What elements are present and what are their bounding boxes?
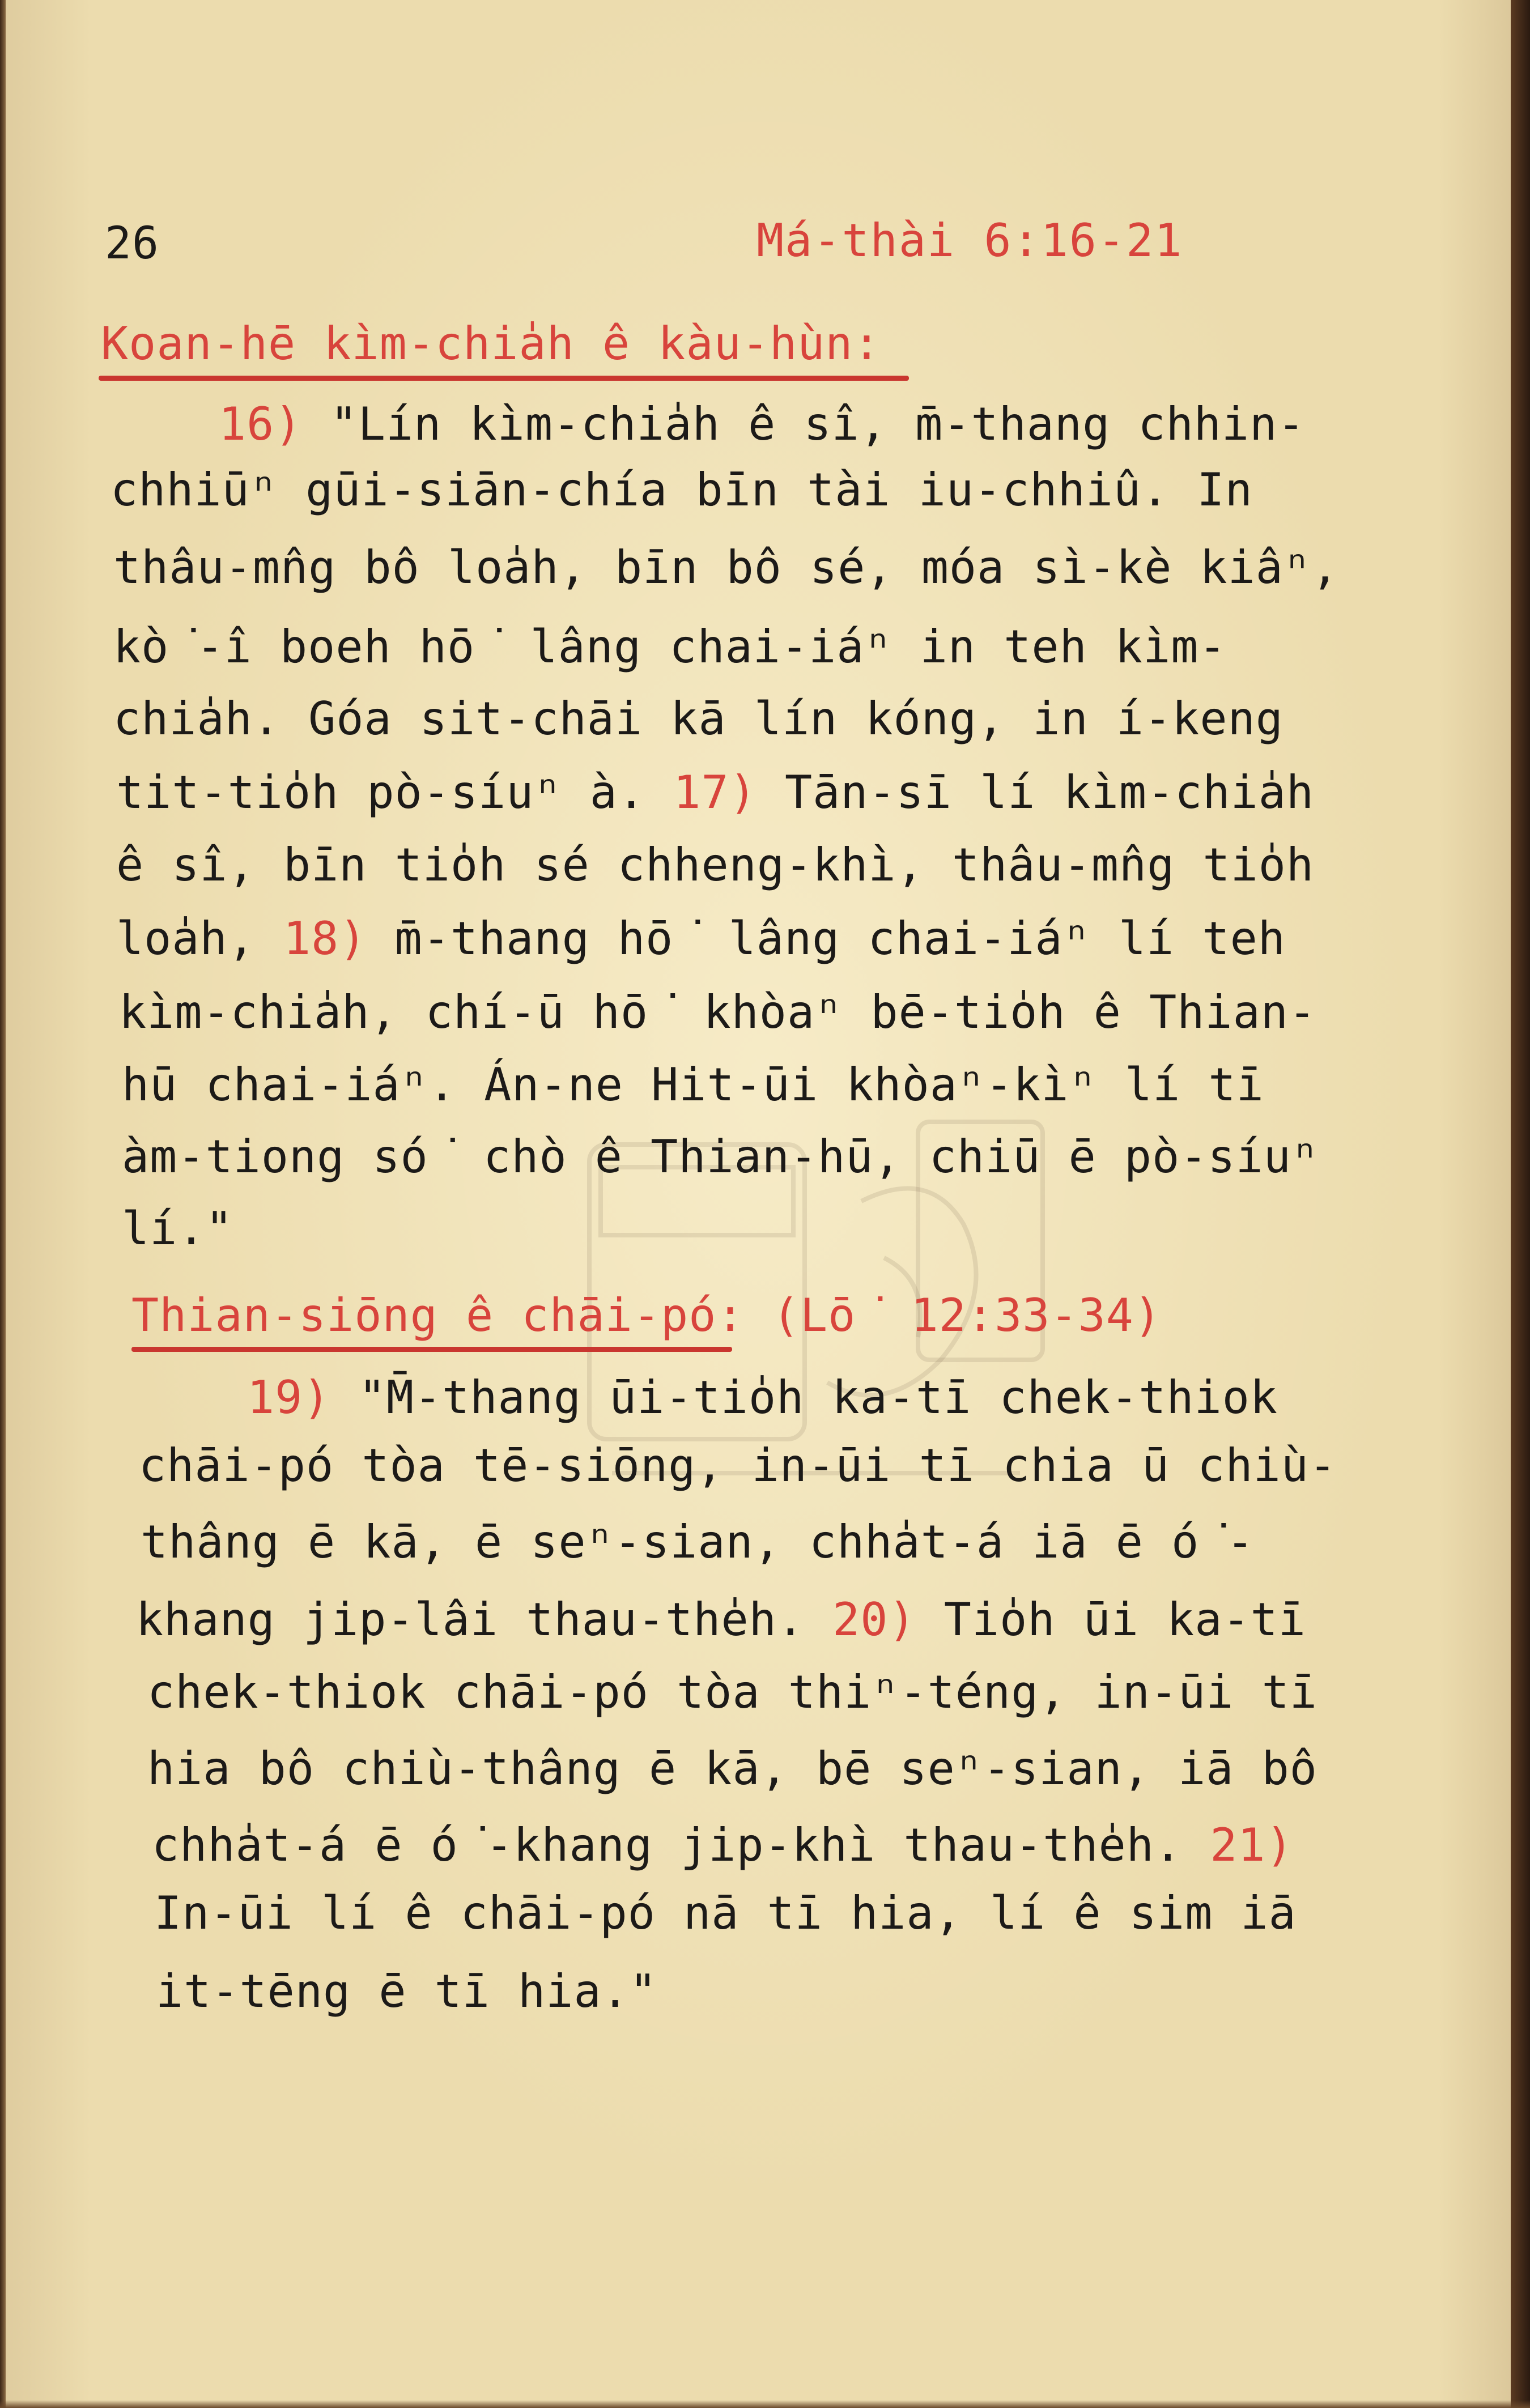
text-line <box>113 541 1339 594</box>
text-line <box>147 1666 1318 1718</box>
text-line <box>152 1819 1294 1871</box>
line-text: chha̍t-á ē ó͘-khang jip-khì thau-the̍h. <box>152 1819 1210 1871</box>
text-line <box>147 1742 1318 1795</box>
line-text: Tio̍h ūi ka-tī <box>916 1593 1306 1646</box>
line-text: thâu-mn̂g bô loa̍h, bīn bô sé, móa sì-kè kiâⁿ, <box>113 541 1340 594</box>
verse-number: 21) <box>1210 1819 1294 1871</box>
text-line <box>116 839 1314 891</box>
cross-reference: (Lō͘ 12:33-34) <box>772 1289 1162 1342</box>
heading-underline-2 <box>131 1347 732 1352</box>
line-text: loa̍h, <box>116 912 283 965</box>
text-line <box>136 1593 1306 1646</box>
text-line <box>219 398 1305 450</box>
line-text: In-ūi lí ê chāi-pó nā tī hia, lí ê sim iā <box>154 1887 1297 1939</box>
text-line <box>116 766 1314 819</box>
text-line <box>154 1887 1297 1939</box>
text-line <box>119 986 1316 1039</box>
line-text: chāi-pó tòa tē-siōng, in-ūi tī chia ū chiù- <box>139 1439 1337 1492</box>
line-text: thâng ē kā, ē seⁿ-sian, chha̍t-á iā ē ó͘- <box>141 1516 1255 1568</box>
text-line <box>139 1439 1337 1492</box>
line-text: chhiūⁿ gūi-siān-chía bīn tài iu-chhiû. In <box>110 463 1253 516</box>
section-heading-1 <box>101 317 881 370</box>
line-text: hū chai-iáⁿ. Án-ne Hit-ūi khòaⁿ-kìⁿ lí tī <box>122 1058 1264 1111</box>
verse-number: 18) <box>283 912 367 965</box>
line-text: hia bô chiù-thâng ē kā, bē seⁿ-sian, iā bô <box>147 1742 1318 1795</box>
text-line <box>116 912 1286 965</box>
line-text: it-tēng ē tī hia." <box>156 1965 657 2018</box>
line-text: m̄-thang hō͘ lâng chai-iáⁿ lí teh <box>367 912 1286 965</box>
section-heading-2-text: Thian-siōng ê chāi-pó: <box>131 1289 745 1342</box>
text-line <box>110 463 1253 516</box>
section-heading-2 <box>131 1289 1162 1342</box>
text-line <box>247 1371 1278 1424</box>
line-text: chek-thiok chāi-pó tòa thiⁿ-téng, in-ūi tī <box>147 1666 1318 1718</box>
verse-number: 16) <box>219 398 303 450</box>
page-number: 26 <box>105 218 159 269</box>
text-line <box>122 1202 233 1255</box>
running-header: Má-thài 6:16-21 <box>756 214 1183 267</box>
section-heading-1-text: Koan-hē kìm-chia̍h ê kàu-hùn: <box>101 317 881 370</box>
text-line <box>113 620 1227 673</box>
text-line <box>122 1130 1319 1183</box>
text-line <box>122 1058 1264 1111</box>
line-text: "M̄-thang ūi-tio̍h ka-tī chek-thiok <box>330 1371 1278 1424</box>
line-text: àm-tiong só͘ chò ê Thian-hū, chiū ē pò-síuⁿ <box>122 1130 1320 1183</box>
line-text: tit-tio̍h pò-síuⁿ à. <box>116 766 674 819</box>
text-line <box>141 1516 1255 1568</box>
text-line <box>156 1965 657 2018</box>
line-text: ê sî, bīn tio̍h sé chheng-khì, thâu-mn̂g tio̍h <box>116 839 1315 891</box>
line-text: lí." <box>122 1202 233 1255</box>
text-line <box>113 692 1284 745</box>
line-text: khang jip-lâi thau-the̍h. <box>136 1593 833 1646</box>
line-text: Tān-sī lí kìm-chia̍h <box>756 766 1315 819</box>
heading-underline-1 <box>99 376 909 381</box>
line-text: kò͘-î boeh hō͘ lâng chai-iáⁿ in teh kìm- <box>113 620 1227 673</box>
line-text: kìm-chia̍h, chí-ū hō͘ khòaⁿ bē-tio̍h ê Thian- <box>119 986 1317 1039</box>
line-text: chia̍h. Góa sit-chāi kā lín kóng, in í-keng <box>113 692 1284 745</box>
verse-number: 17) <box>673 766 757 819</box>
verse-number: 19) <box>247 1371 331 1424</box>
verse-number: 20) <box>832 1593 916 1646</box>
line-text: "Lín kìm-chia̍h ê sî, m̄-thang chhin- <box>302 398 1306 450</box>
